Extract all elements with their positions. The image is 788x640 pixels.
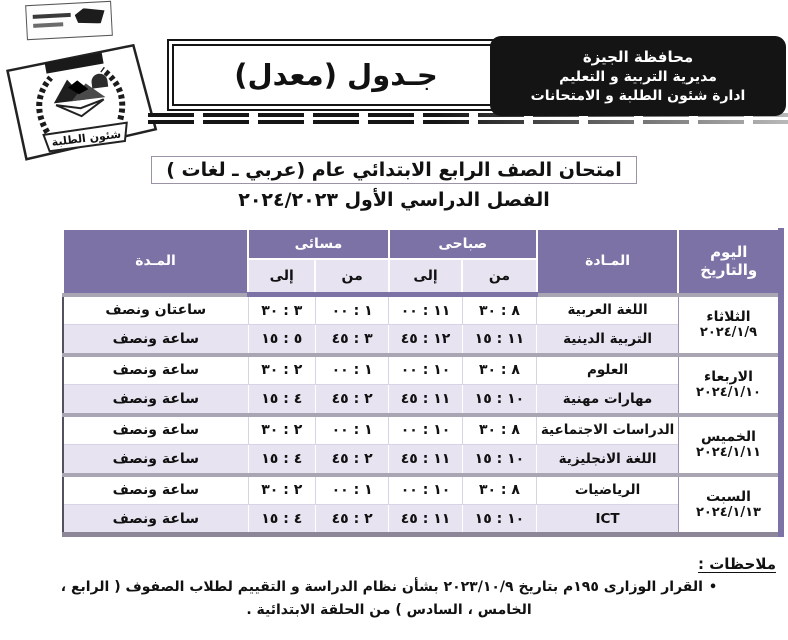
subject-cell: اللغة الانجليزية <box>537 445 679 475</box>
evening-from-cell: ٣ : ٤٥ <box>315 325 388 355</box>
evening-from-cell: ٢ : ٤٥ <box>315 445 388 475</box>
duration-cell: ساعة ونصف <box>63 415 248 445</box>
day-cell <box>678 295 781 355</box>
note-text: القرار الوزارى ١٩٥م بتاريخ ٢٠٢٣/١٠/٩ بشأن نظام الدراسة و التقييم لطلاب الصفوف ( الرابع ، الخامس ، السادس ) من الحلقة الابتدائية . <box>60 579 703 618</box>
morning-to-cell: ١٠ : ٠٠ <box>389 355 462 385</box>
evening-from-cell: ١ : ٠٠ <box>315 355 388 385</box>
morning-from-cell: ١٠ : ١٥ <box>462 505 536 535</box>
day-group-saturday <box>63 475 781 535</box>
corner-stamp <box>25 1 113 40</box>
evening-to-cell: ٤ : ١٥ <box>248 445 315 475</box>
logo-ribbon-text: شئون الطلبة <box>50 127 122 149</box>
administration-name: ادارة شئون الطلبة و الامتحانات <box>530 88 746 104</box>
subject-cell: العلوم <box>537 355 679 385</box>
evening-to-cell: ٥ : ١٥ <box>248 325 315 355</box>
morning-to-cell: ١١ : ٤٥ <box>389 385 462 415</box>
day-name: الاربعاء <box>704 369 753 385</box>
subject-cell: التربية الدينية <box>537 325 679 355</box>
duration-cell: ساعة ونصف <box>63 445 248 475</box>
day-group-wednesday <box>63 355 781 415</box>
duration-cell: ساعة ونصف <box>63 355 248 385</box>
morning-to-cell: ١١ : ٤٥ <box>389 505 462 535</box>
col-header-evening: مسائى <box>248 229 389 259</box>
evening-from-cell: ٢ : ٤٥ <box>315 385 388 415</box>
day-date: ٢٠٢٤/١/١١ <box>695 445 761 460</box>
governorate-block <box>490 36 786 116</box>
morning-from-cell: ٨ : ٣٠ <box>462 415 536 445</box>
day-name: السبت <box>706 488 751 505</box>
day-cell <box>678 475 781 535</box>
morning-to-cell: ١٢ : ٤٥ <box>389 325 462 355</box>
day-date: ٢٠٢٤/١/١٣ <box>695 504 761 520</box>
duration-cell: ساعة ونصف <box>63 505 248 535</box>
header-separator <box>148 113 788 124</box>
governorate-name: محافظة الجيزة <box>582 48 694 66</box>
subject-cell: اللغة العربية <box>537 295 679 325</box>
morning-from-cell: ١٠ : ١٥ <box>462 385 536 415</box>
exam-timetable <box>62 228 784 537</box>
evening-from-cell: ٢ : ٤٥ <box>315 505 388 535</box>
subject-cell: ICT <box>537 505 679 535</box>
duration-cell: ساعتان ونصف <box>63 295 248 325</box>
col-header-day: اليوم والتاريخ <box>678 229 781 295</box>
subject-cell: الرياضيات <box>537 475 679 505</box>
evening-from-cell: ١ : ٠٠ <box>315 295 388 325</box>
morning-from-cell: ١١ : ١٥ <box>462 325 536 355</box>
morning-from-cell: ٨ : ٣٠ <box>462 475 536 505</box>
morning-to-cell: ١٠ : ٠٠ <box>389 475 462 505</box>
logo-stamp-graphic <box>0 41 164 165</box>
evening-to-cell: ٤ : ١٥ <box>248 505 315 535</box>
day-group-tuesday <box>63 295 781 355</box>
timetable <box>62 228 784 537</box>
evening-to-cell: ٢ : ٣٠ <box>248 475 315 505</box>
evening-to-cell: ٣ : ٣٠ <box>248 295 315 325</box>
timetable-header <box>63 229 781 295</box>
evening-to-cell: ٢ : ٣٠ <box>248 355 315 385</box>
duration-cell: ساعة ونصف <box>63 385 248 415</box>
morning-to-cell: ١١ : ٤٥ <box>389 445 462 475</box>
schedule-modified-label: جـدول (معدل) <box>234 58 438 92</box>
day-name: الخميس <box>700 429 756 445</box>
evening-from-cell: ١ : ٠٠ <box>315 475 388 505</box>
corner-stamp-line <box>33 13 71 19</box>
morning-from-cell: ١٠ : ١٥ <box>462 445 536 475</box>
day-date: ٢٠٢٤/١/١٠ <box>695 385 761 400</box>
schedule-modified-box <box>172 44 500 106</box>
directorate-name: مديرية التربية و التعليم <box>559 69 717 85</box>
col-header-to-morning: إلى <box>389 259 462 295</box>
exam-title: امتحان الصف الرابع الابتدائي عام (عربي ـ لغات ) <box>151 156 637 184</box>
notes-section <box>0 555 788 621</box>
evening-from-cell: ١ : ٠٠ <box>315 415 388 445</box>
col-header-morning: صباحى <box>389 229 537 259</box>
directorate-logo-stamp <box>0 41 164 165</box>
col-header-subject: المـادة <box>537 229 679 295</box>
evening-to-cell: ٤ : ١٥ <box>248 385 315 415</box>
col-header-from-evening: من <box>315 259 388 295</box>
day-group-thursday <box>63 415 781 475</box>
duration-cell: ساعة ونصف <box>63 475 248 505</box>
subject-cell: مهارات مهنية <box>537 385 679 415</box>
term-title: الفصل الدراسي الأول ٢٠٢٤/٢٠٢٣ <box>238 189 550 211</box>
col-header-duration: المـدة <box>63 229 248 295</box>
subject-cell: الدراسات الاجتماعية <box>537 415 679 445</box>
morning-from-cell: ٨ : ٣٠ <box>462 355 536 385</box>
corner-stamp-emblem <box>74 7 105 25</box>
bullet-icon: • <box>708 580 718 595</box>
col-header-to-evening: إلى <box>248 259 315 295</box>
document-titles <box>0 156 788 211</box>
corner-stamp-line <box>33 22 63 28</box>
morning-to-cell: ١١ : ٠٠ <box>389 295 462 325</box>
morning-from-cell: ٨ : ٣٠ <box>462 295 536 325</box>
note-item <box>60 576 718 621</box>
notes-title: ملاحظات : <box>697 555 776 573</box>
day-date: ٢٠٢٤/١/٩ <box>699 325 758 340</box>
day-cell <box>678 355 781 415</box>
evening-to-cell: ٢ : ٣٠ <box>248 415 315 445</box>
day-name: الثلاثاء <box>706 309 751 325</box>
col-header-from-morning: من <box>462 259 536 295</box>
morning-to-cell: ١٠ : ٠٠ <box>389 415 462 445</box>
day-cell <box>678 415 781 475</box>
duration-cell: ساعة ونصف <box>63 325 248 355</box>
